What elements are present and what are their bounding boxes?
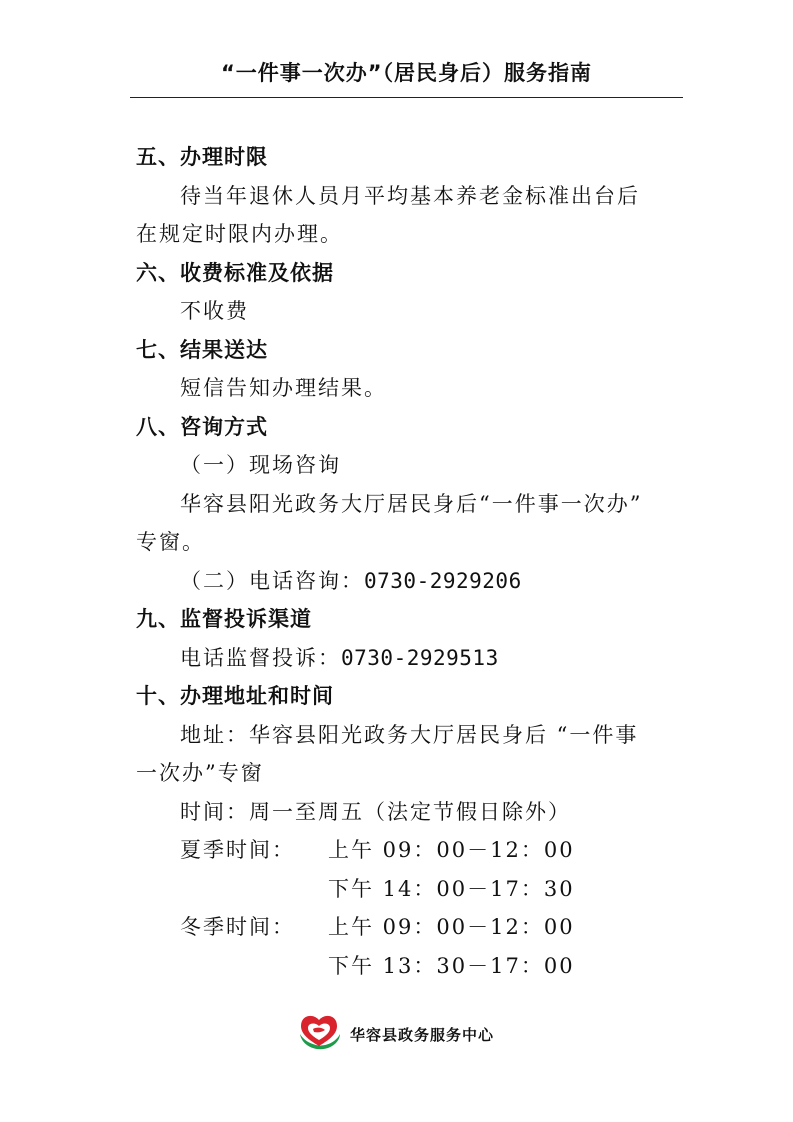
section-heading-processing-time: 五、办理时限 xyxy=(136,145,268,169)
footer-organization-name: 华容县政务服务中心 xyxy=(350,1025,495,1044)
summer-hours-label: 夏季时间： xyxy=(180,838,295,862)
section-heading-result-delivery: 七、结果送达 xyxy=(136,338,268,362)
section-heading-fees: 六、收费标准及依据 xyxy=(136,261,334,285)
consultation-onsite-heading: （一）现场咨询 xyxy=(180,453,341,477)
office-hours-text: 时间：周一至周五（法定节假日除外） xyxy=(180,800,571,824)
processing-time-text-line1: 待当年退休人员月平均基本养老金标准出台后 xyxy=(180,184,640,208)
section-heading-address-time: 十、办理地址和时间 xyxy=(136,684,334,708)
result-delivery-text: 短信告知办理结果。 xyxy=(180,376,387,400)
address-text-line1: 地址：华容县阳光政务大厅居民身后 “一件事 xyxy=(180,723,639,747)
complaints-phone-line xyxy=(180,643,499,673)
consultation-phone-label: （二）电话咨询： xyxy=(180,569,364,593)
summer-hours-morning: 上午 09：00－12：00 xyxy=(328,838,575,862)
footer xyxy=(296,1014,494,1054)
complaints-phone-number: 0730-2929513 xyxy=(341,646,499,670)
consultation-phone-line xyxy=(180,566,522,596)
winter-hours-morning: 上午 09：00－12：00 xyxy=(328,915,575,939)
processing-time-text-line2: 在规定时限内办理。 xyxy=(136,222,343,246)
address-text-line2: 一次办”专窗 xyxy=(136,761,264,785)
section-heading-complaints: 九、监督投诉渠道 xyxy=(136,607,312,631)
consultation-onsite-text-line1: 华容县阳光政务大厅居民身后“一件事一次办” xyxy=(180,492,643,516)
winter-hours-afternoon: 下午 13：30－17：00 xyxy=(328,954,575,978)
section-heading-consultation: 八、咨询方式 xyxy=(136,415,268,439)
huarong-government-service-logo-icon xyxy=(296,1012,342,1056)
consultation-onsite-text-line2: 专窗。 xyxy=(136,530,205,554)
fees-text: 不收费 xyxy=(180,299,249,323)
header-divider xyxy=(130,97,683,98)
summer-hours-afternoon: 下午 14：00－17：30 xyxy=(328,877,575,901)
consultation-phone-number: 0730-2929206 xyxy=(364,569,522,593)
winter-hours-label: 冬季时间： xyxy=(180,915,295,939)
complaints-phone-label: 电话监督投诉： xyxy=(180,646,341,670)
page-title: “一件事一次办”（居民身后）服务指南 xyxy=(220,61,593,85)
